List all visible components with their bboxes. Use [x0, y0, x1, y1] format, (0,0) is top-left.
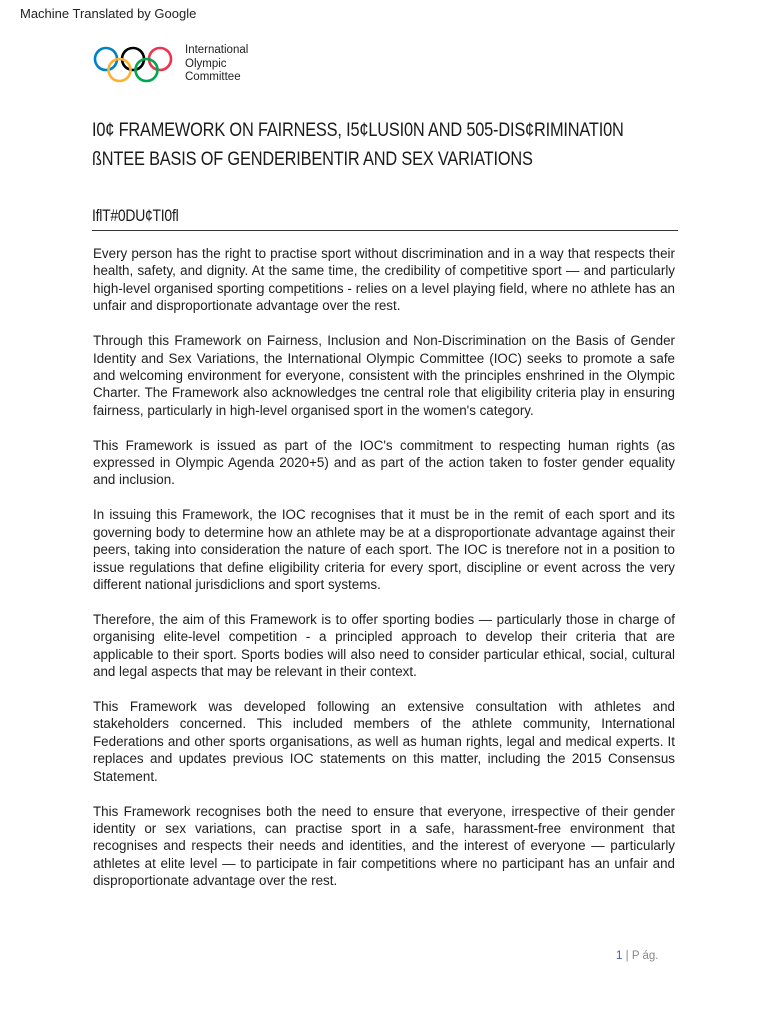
org-line: Committee: [185, 71, 241, 83]
paragraph: This Framework was developed following an extensive consultation with athletes and stakeholders concerned. This included members of the athlete community, International Federations and other sports organisations, as well as human rights, legal and medical experts. It replaces and updates previous IOC statements on this matter, including the 2015 Consensus Statement.: [93, 699, 675, 784]
page-label: P ág.: [631, 950, 659, 962]
paragraph: This Framework recognises both the need to ensure that everyone, irrespective of their gender identity or sex variations, can practise sport in a safe, harassment-free environment that recognises and respects their needs and identities, and the interest of everyone — particularly athletes at elite level — to participate in fair competitions where no participant has an unfair and disproportionate advantage over the rest.: [93, 803, 675, 889]
page-number: 1: [616, 950, 623, 962]
footer-separator: |: [625, 950, 629, 962]
page-footer: [616, 950, 658, 962]
title-line-2: ßNTEE BASIS OF GENDERIBENTIR AND SEX VARIATIONS: [92, 149, 533, 170]
ring-green: [136, 59, 158, 81]
section-heading-text: IflT#0DU¢TI0fl: [92, 206, 179, 225]
ring-black: [122, 48, 144, 70]
olympic-rings-icon: [93, 45, 173, 85]
body-text: [93, 245, 675, 907]
ioc-logo: [93, 45, 248, 85]
paragraph: Therefore, the aim of this Framework is to offer sporting bodies — particularly those in charge of organising elite-level competition - a principled approach to develop their criteria that are applicable to their sport. Sports bodies will also need to consider particular ethical, social, cultural and legal aspects that may be relevant in their context.: [93, 611, 675, 680]
title-line-1: I0¢ FRAMEWORK ON FAIRNESS, I5¢LUSI0N AND 505-DIS¢RIMINATI0N: [92, 120, 624, 141]
paragraph: Through this Framework on Fairness, Inclusion and Non-Discrimination on the Basis of Gender Identity and Sex Variations, the International Olympic Committee (IOC) seeks to promote a safe and welcoming environment for everyone, consistent with the principles enshrined in the Olympic Charter. The Framework also acknowledges tne central role that eligibility criteria play in ensuring fairness, particularly in high-level organised sport in the women's category.: [93, 333, 675, 418]
org-line: Olympic: [185, 57, 227, 70]
paragraph: This Framework is issued as part of the IOC's commitment to respecting human rights (as expressed in Olympic Agenda 2020+5) and as part of the action taken to foster gender equality and inclusion.: [93, 437, 675, 488]
paragraph: In issuing this Framework, the IOC recognises that it must be in the remit of each sport and its governing body to determine how an athlete may be at a disproportionate advantage against their peers, taking into consideration the nature of each sport. The IOC is tnerefore not in a position to issue regulations that define eligibility criteria for every sport, discipline or event across the very different national jurisdiclions and sport systems.: [93, 507, 675, 592]
paragraph: Every person has the right to practise sport without discrimination and in a way that respects their health, safety, and dignity. At the same time, the credibility of competitive sport — and particularly high-level organised sporting competitions - relies on a level playing field, where no athlete has an unfair and disproportionate advantage over the rest.: [93, 246, 675, 314]
org-line: International: [185, 44, 249, 56]
ring-blue: [95, 48, 117, 70]
organization-name: [185, 44, 248, 85]
section-heading: [92, 206, 678, 231]
machine-translation-banner: Machine Translated by Google: [20, 6, 197, 21]
ring-yellow: [109, 59, 131, 81]
ring-red: [149, 48, 171, 70]
document-title: [92, 116, 624, 174]
